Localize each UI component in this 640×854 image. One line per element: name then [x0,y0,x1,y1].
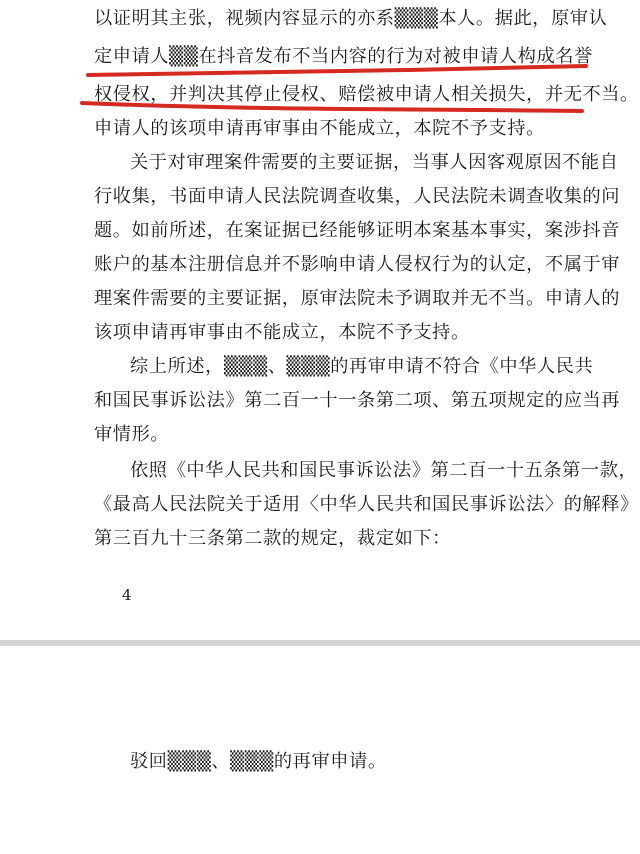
text-line: 定申请人▒▒在抖音发布不当内容的行为对被申请人构成名誉 [94,46,593,67]
document-page [0,646,640,854]
text-line: 权侵权，并判决其停止侵权、赔偿被申请人相关损失，并无不当。 [94,84,639,105]
text-line: 申请人的该项申请再审事由不能成立，本院不予支持。 [94,118,545,139]
text-line: 以证明其主张，视频内容显示的亦系▒▒▒本人。据此，原审认 [94,8,608,29]
paragraph-start-line: 依照《中华人民共和国民事诉讼法》第二百一十五条第一款， [130,460,638,481]
page-number: 4 [122,586,132,604]
text-line: 和国民事诉讼法》第二百一十一条第二项、第五项规定的应当再 [94,390,621,411]
text-line: 账户的基本注册信息并不影响申请人侵权行为的认定，不属于审 [94,254,621,275]
text-line: 第三百九十三条第二款的规定，裁定如下： [94,528,451,549]
text-line: 审情形。 [94,424,170,445]
text-line: 题。如前所述，在案证据已经能够证明本案基本事实，案涉抖音 [94,220,621,241]
text-line: 该项申请再审事由不能成立，本院不予支持。 [94,322,470,343]
paragraph-start-line: 综上所述，▒▒▒、▒▒▒的再审申请不符合《中华人民共 [130,356,594,377]
text-line: 理案件需要的主要证据，原审法院未予调取并无不当。申请人的 [94,288,621,309]
ruling-line: 驳回▒▒▒、▒▒▒的再审申请。 [130,751,387,772]
text-line: 行收集，书面申请人民法院调查收集，人民法院未调查收集的问 [94,186,621,207]
text-line: 《最高人民法院关于适用〈中华人民共和国民事诉讼法〉的解释》 [94,494,639,515]
paragraph-start-line: 关于对审理案件需要的主要证据，当事人因客观原因不能自 [130,152,619,173]
